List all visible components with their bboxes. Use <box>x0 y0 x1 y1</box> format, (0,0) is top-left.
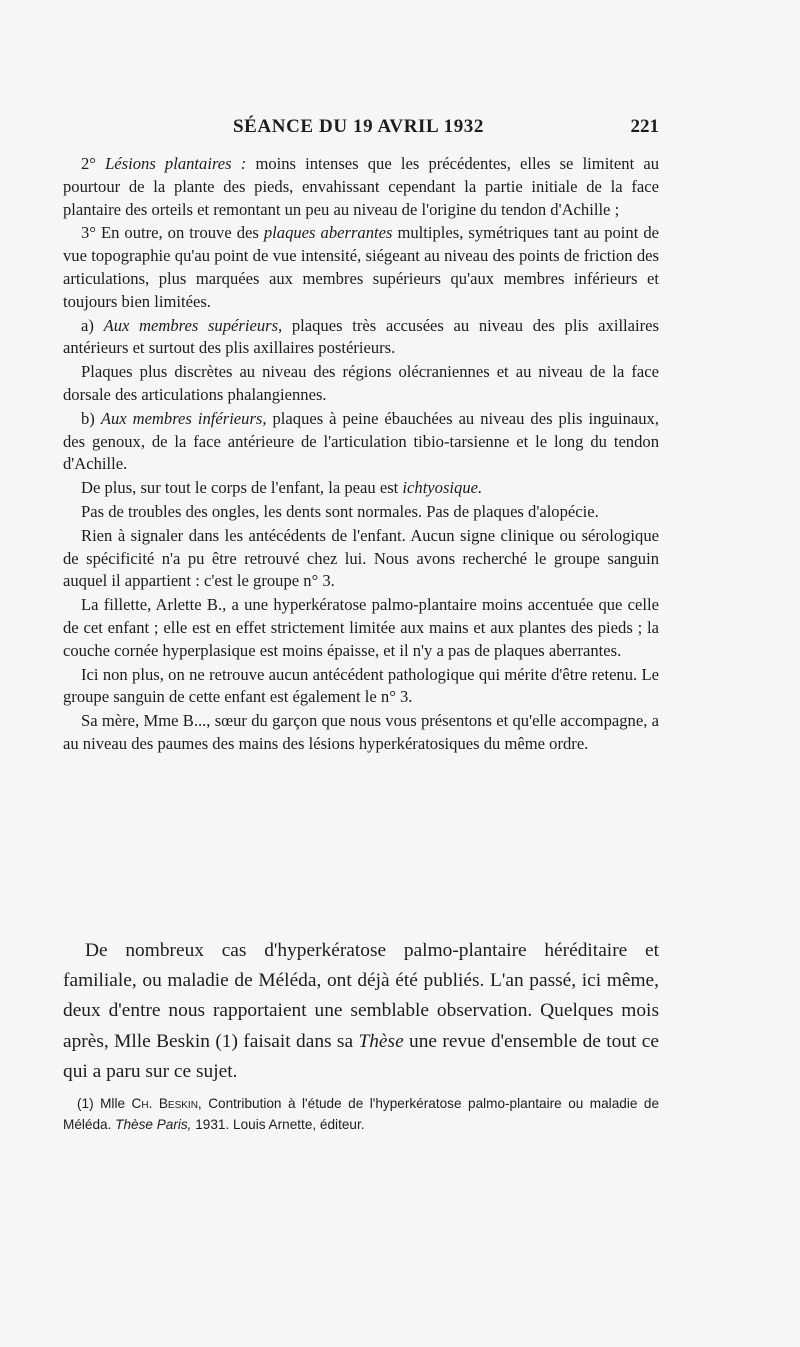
paragraph-text: De nombreux cas d'hyperkératose palmo-plantaire héréditaire et familiale, ou maladie de Méléda, ont déjà été publiés. L'an passé, ici même, deux d'entre nous rapportaient une semblable observation. Quelques mois après, Mlle Beskin (1) faisait dans sa <box>63 940 659 1052</box>
paragraph-emphasis: plaques aberrantes <box>263 223 393 243</box>
paragraph-text: moins intenses que les précédentes, elles se limitent au pourtour de la plante des pieds, envahissant cependant la partie initiale de la face plantaire des orteils et remontant un peu au niveau de l'origine du tendon d'Achille ; <box>63 154 659 219</box>
paragraph <box>63 408 659 476</box>
paragraph <box>63 664 659 710</box>
page-number: 221 <box>630 116 659 137</box>
paragraph-emphasis: Aux membres supérieurs, <box>103 315 283 335</box>
footnote-title: , Contribution à l'étude de l'hyperkératose palmo-plantaire ou maladie de Méléda. <box>63 1096 660 1132</box>
footnote-publisher: 1931. Louis Arnette, éditeur. <box>191 1117 365 1132</box>
paragraph <box>63 477 659 500</box>
paragraph-text: Rien à signaler dans les antécédents de l'enfant. Aucun signe clinique ou sérologique de spécificité n'a pu être retrouvé chez lui. Nous avons recherché le groupe sanguin auquel il appartient : c'est le groupe n° 3. <box>63 525 659 591</box>
paragraph-text: plaques très accusées au niveau des plis axillaires antérieurs et surtout des plis axillaires postérieurs. <box>63 315 659 358</box>
paragraph-text: 2° <box>81 154 106 173</box>
paragraph <box>63 222 659 313</box>
paragraph-text: b) <box>81 408 101 428</box>
paragraph-text: plaques à peine ébauchées au niveau des plis inguinaux, des genoux, de la face antérieure de l'articulation tibio-tarsienne et le long du tendon d'Achille. <box>63 408 659 474</box>
footnote-emphasis: Thèse Paris, <box>115 1117 192 1132</box>
body-text <box>63 153 659 757</box>
footnote-marker: (1) Mlle <box>77 1096 132 1111</box>
page-header <box>233 116 659 140</box>
paragraph-text: Plaques plus discrètes au niveau des régions olécraniennes et au niveau de la face dorsale des articulations phalangiennes. <box>63 362 659 404</box>
discussion-text <box>63 936 659 1087</box>
paragraph-emphasis: Lésions plantaires : <box>105 154 247 173</box>
paragraph <box>63 594 659 662</box>
paragraph-text: 3° En outre, on trouve des <box>81 223 264 243</box>
footnote-text <box>63 1093 659 1135</box>
paragraph <box>63 501 659 524</box>
paragraph-text: La fillette, Arlette B., a une hyperkératose palmo-plantaire moins accentuée que celle de cet enfant ; elle est en effet strictement limitée aux mains et aux plantes des pieds ; la couche cornée hyperplasique est moins épaisse, et il n'y a pas de plaques aberrantes. <box>63 595 659 660</box>
paragraph <box>63 936 659 1087</box>
paragraph-text: une revue d'ensemble de tout ce qui a paru sur ce sujet. <box>63 1030 659 1082</box>
paragraph-text: multiples, symétriques tant au point de vue topographie qu'au point de vue intensité, siégeant au niveau des points de friction des articulations, plus marquées aux membres supérieurs qu'aux membres inférieurs et toujours bien limitées. <box>63 223 660 311</box>
running-title: SÉANCE DU 19 AVRIL 1932 <box>233 116 485 137</box>
paragraph <box>63 710 659 756</box>
paragraph-text: De plus, sur tout le corps de l'enfant, la peau est <box>81 478 403 498</box>
paragraph <box>63 525 659 593</box>
footnote <box>63 1093 659 1135</box>
paragraph-text: Pas de troubles des ongles, les dents sont normales. Pas de plaques d'alopécie. <box>81 501 599 521</box>
paragraph <box>63 361 659 407</box>
paragraph-emphasis: Thèse <box>358 1030 404 1052</box>
paragraph-text: a) <box>81 315 104 335</box>
paragraph <box>63 153 659 221</box>
paragraph-emphasis: ichtyosique. <box>402 478 483 498</box>
paragraph <box>63 315 659 361</box>
footnote-author: Ch. Beskin <box>131 1096 198 1111</box>
paragraph-text: Sa mère, Mme B..., sœur du garçon que nous vous présentons et qu'elle accompagne, a au niveau des paumes des mains des lésions hyperkératosiques du même ordre. <box>63 711 659 753</box>
paragraph-emphasis: Aux membres inférieurs, <box>100 408 267 428</box>
paragraph-text: Ici non plus, on ne retrouve aucun antécédent pathologique qui mérite d'être retenu. Le groupe sanguin de cette enfant est également le n° 3. <box>63 664 659 707</box>
